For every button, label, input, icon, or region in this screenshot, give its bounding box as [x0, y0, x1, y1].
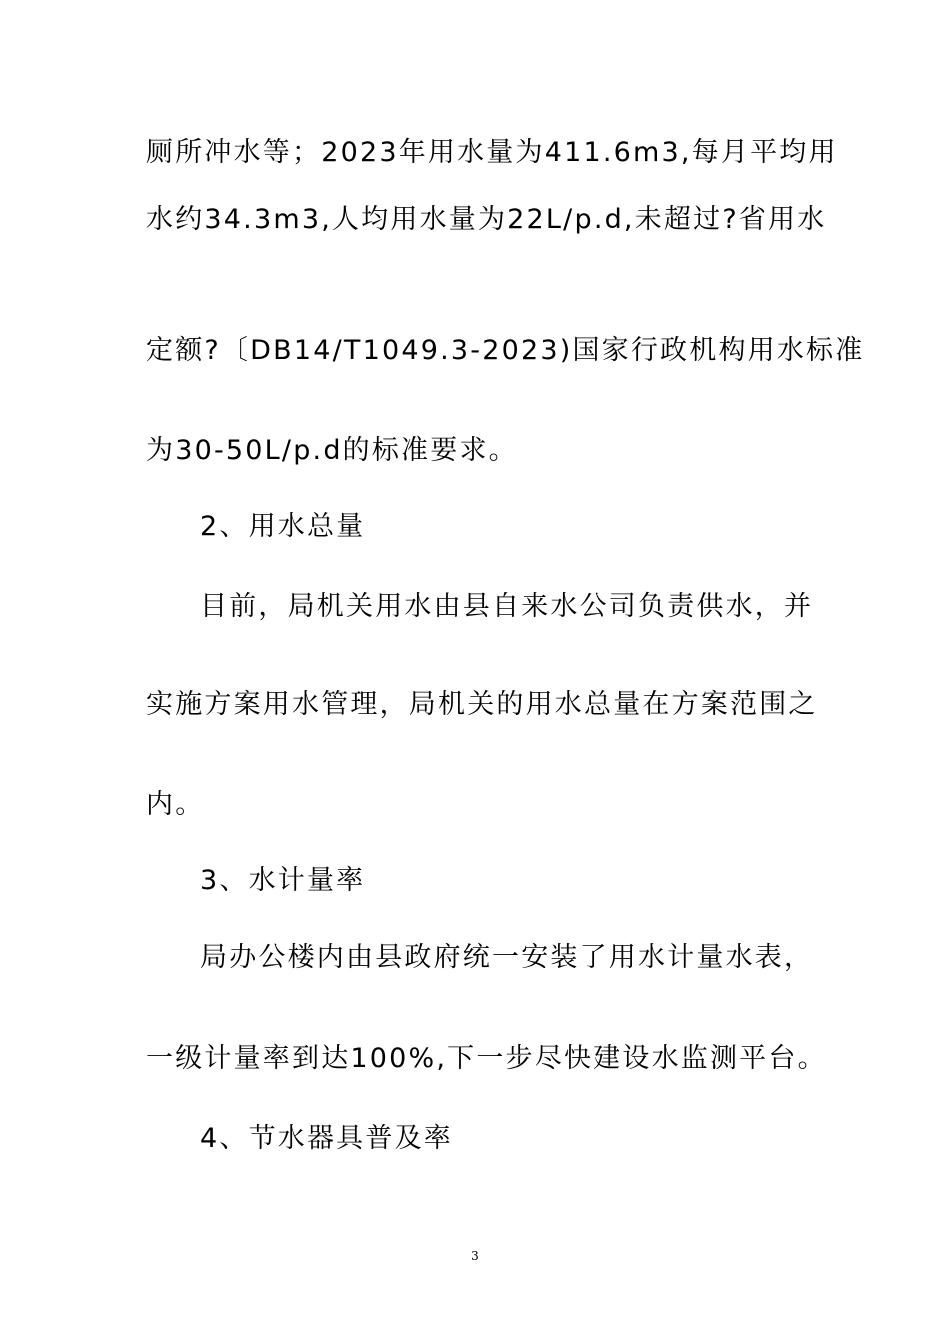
- section-heading-water-saving-devices: 4、节水器具普及率: [200, 1123, 453, 1154]
- paragraph-line-4: 为30-50L/p.d的标准要求。: [146, 435, 518, 466]
- page-number: 3: [471, 1249, 479, 1263]
- section-heading-water-total: 2、用水总量: [200, 511, 366, 542]
- section-heading-metering-rate: 3、水计量率: [200, 865, 366, 896]
- paragraph-line-1: 厕所冲水等；2023年用水量为411.6m3,每月平均用: [146, 137, 838, 168]
- paragraph-line-6: 实施方案用水管理，局机关的用水总量在方案范围之: [146, 689, 818, 720]
- paragraph-line-8: 局办公楼内由县政府统一安装了用水计量水表，: [200, 942, 814, 973]
- paragraph-line-3: 定额?〔DB14/T1049.3-2023)国家行政机构用水标准: [146, 335, 865, 366]
- paragraph-line-5: 目前，局机关用水由县自来水公司负责供水，并: [200, 591, 814, 622]
- paragraph-line-7: 内。: [146, 789, 205, 820]
- paragraph-line-2: 水约34.3m3,人均用水量为22L/p.d,未超过?省用水: [146, 204, 827, 235]
- paragraph-line-9: 一级计量率到达100%,下一步尽快建设水监测平台。: [146, 1043, 827, 1074]
